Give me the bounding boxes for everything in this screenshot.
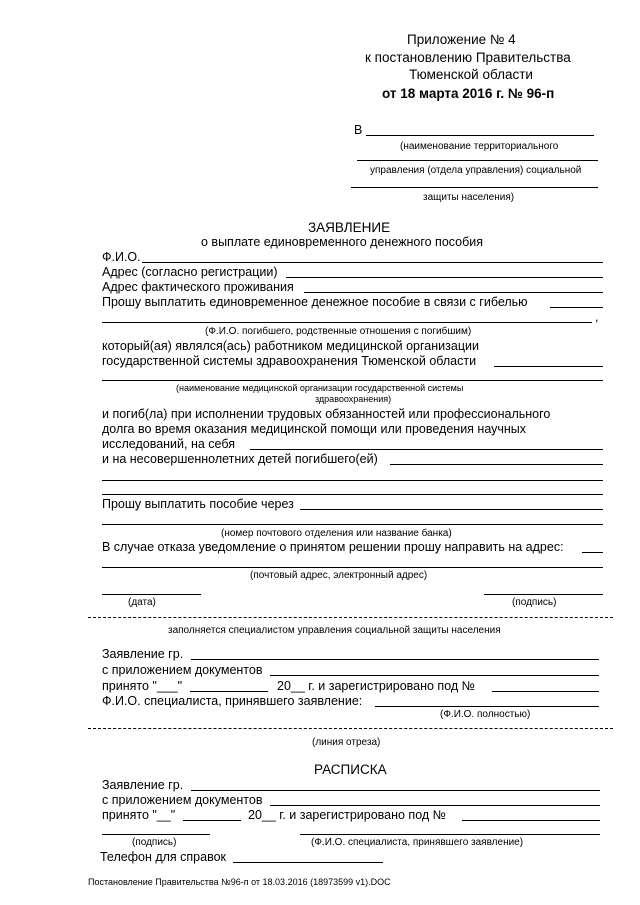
organization-field[interactable]	[494, 366, 603, 367]
cut-line-label: (линия отреза)	[312, 737, 381, 748]
cut-line	[88, 728, 613, 729]
date-field[interactable]	[102, 594, 201, 595]
receipt-registration-number-field[interactable]	[462, 820, 600, 821]
reg-address-label: Адрес (согласно регистрации)	[102, 265, 278, 279]
addressee-line-3[interactable]	[351, 187, 598, 188]
spec-accepted-month-field[interactable]	[190, 691, 268, 692]
spec-documents-field[interactable]	[270, 675, 599, 676]
receipt-accepted-day: принято "__"	[102, 808, 176, 822]
signature-field[interactable]	[484, 594, 603, 595]
receipt-documents-label: с приложением документов	[102, 793, 263, 807]
addressee-line-2[interactable]	[357, 160, 598, 161]
children-label: и на несовершеннолетних детей погибшего(ей)	[102, 452, 378, 466]
receipt-application-field[interactable]	[191, 790, 600, 791]
spec-application-label: Заявление гр.	[102, 647, 184, 661]
bank-hint: (номер почтового отделения или название банка)	[221, 528, 452, 539]
died-text-3: исследований, на себя	[102, 437, 236, 451]
receipt-signature-field[interactable]	[102, 834, 210, 835]
form-title: ЗАЯВЛЕНИЕ	[308, 220, 391, 235]
children-field-2[interactable]	[102, 480, 603, 481]
receipt-signature-label: (подпись)	[132, 837, 177, 848]
phone-field[interactable]	[233, 862, 383, 863]
spec-accepted-registered: 20__ г. и зарегистрировано под №	[277, 679, 476, 693]
fio-field[interactable]	[142, 262, 603, 263]
appendix-number: Приложение № 4	[407, 32, 516, 47]
refusal-field[interactable]	[582, 552, 603, 553]
addressee-hint-1: (наименование территориального	[400, 141, 559, 152]
organization-field-2[interactable]	[102, 380, 603, 381]
pay-via-field-2[interactable]	[102, 524, 603, 525]
request-text: Прошу выплатить единовременное денежное пособие в связи с гибелью	[102, 295, 528, 309]
died-text-2: долга во время оказания медицинской помощи или проведения научных	[102, 422, 527, 436]
spec-specialist-field[interactable]	[375, 706, 599, 707]
reg-address-field[interactable]	[286, 277, 603, 278]
addressee-line-1[interactable]	[366, 135, 594, 136]
date-label: (дата)	[128, 597, 156, 608]
addressee-prefix: В	[354, 123, 363, 137]
signature-label: (подпись)	[512, 597, 557, 608]
refusal-address-field[interactable]	[102, 567, 603, 568]
organization-hint-1: (наименование медицинской организации государственной системы	[176, 383, 464, 393]
died-text-1: и погиб(ла) при исполнении трудовых обязанностей или профессионального	[102, 407, 551, 421]
pay-via-label: Прошу выплатить пособие через	[102, 497, 294, 511]
decree-date: от 18 марта 2016 г. № 96-п	[382, 86, 555, 101]
receipt-accepted-month-field[interactable]	[183, 820, 241, 821]
spec-registration-number-field[interactable]	[492, 691, 599, 692]
self-field[interactable]	[250, 449, 603, 450]
spec-application-field[interactable]	[191, 659, 599, 660]
children-field[interactable]	[390, 464, 603, 465]
spec-specialist-label: Ф.И.О. специалиста, принявшего заявление:	[102, 694, 363, 708]
request-field[interactable]	[550, 307, 603, 308]
deceased-field[interactable]	[102, 322, 592, 323]
deceased-hint: (Ф.И.О. погибшего, родственные отношения с погибшим)	[205, 326, 472, 337]
comma: ,	[595, 310, 599, 324]
specialist-heading: заполняется специалистом управления социальной защиты населения	[168, 625, 501, 636]
section-divider	[88, 617, 613, 618]
addressee-hint-3: защиты населения)	[423, 192, 515, 203]
decree-reference: к постановлению Правительства	[365, 50, 571, 65]
worker-text-1: который(ая) являлся(ась) работником медицинской организации	[102, 339, 479, 353]
worker-text-2: государственной системы здравоохранения Тюменской области	[102, 354, 477, 368]
organization-hint-2: здравоохранения)	[315, 394, 392, 404]
addressee-hint-2: управления (отдела управления) социальной	[370, 165, 582, 176]
fio-label: Ф.И.О.	[102, 250, 141, 264]
spec-fullname-hint: (Ф.И.О. полностью)	[440, 709, 531, 720]
document-footer: Постановление Правительства №96-п от 18.03.2016 (18973599 v1).DOC	[88, 877, 391, 887]
address-hint: (почтовый адрес, электронный адрес)	[250, 570, 428, 581]
receipt-specialist-field[interactable]	[300, 834, 600, 835]
form-subtitle: о выплате единовременного денежного пособия	[201, 235, 484, 249]
receipt-application-label: Заявление гр.	[102, 778, 184, 792]
phone-label: Телефон для справок	[100, 850, 227, 864]
refusal-text: В случае отказа уведомление о принятом решении прошу направить на адрес:	[102, 540, 564, 554]
spec-accepted-day: принято "___"	[102, 679, 183, 693]
actual-address-field[interactable]	[304, 292, 603, 293]
receipt-specialist-label: (Ф.И.О. специалиста, принявшего заявление)	[311, 837, 524, 848]
receipt-documents-field[interactable]	[270, 805, 600, 806]
receipt-accepted-registered: 20__ г. и зарегистрировано под №	[248, 808, 447, 822]
spec-documents-label: с приложением документов	[102, 663, 263, 677]
pay-via-field[interactable]	[300, 509, 603, 510]
children-field-3[interactable]	[102, 494, 603, 495]
actual-address-label: Адрес фактического проживания	[102, 280, 294, 294]
region-name: Тюменской области	[409, 67, 533, 82]
receipt-title: РАСПИСКА	[314, 762, 387, 777]
